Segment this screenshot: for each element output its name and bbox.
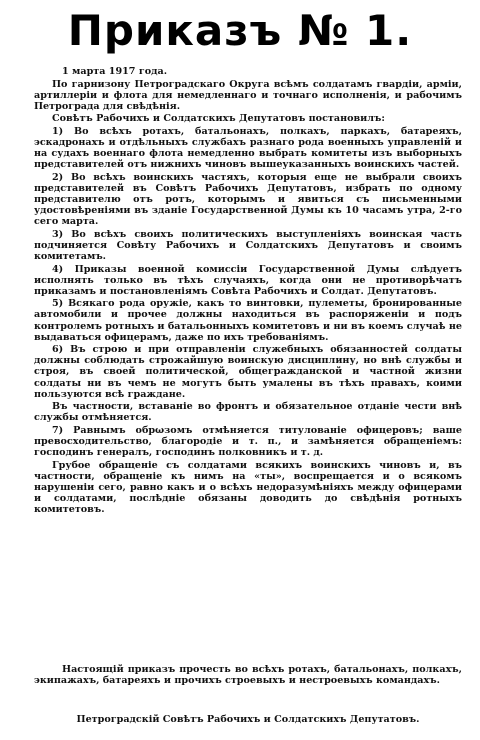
- paragraph-resolution: Совѣтъ Рабочихъ и Солдатскихъ Депутатовъ постановилъ:: [52, 113, 385, 125]
- paragraph-item-5: 5) Всякаго рода оружіе, какъ то винтовки, пулеметы, бронированные автомобили и прочее должны находиться въ распоряженіи и подъ контролемъ ротныхъ и батальонныхъ комитетовъ и ни въ коемъ случаѣ не выдаваться офицерамъ, даже по ихъ требованіямъ.: [34, 298, 462, 343]
- document-body: [34, 66, 462, 515]
- paragraph-item-3: 3) Во всѣхъ своихъ политическихъ выступленіяхъ воинская часть подчиняется Совѣту Рабочихъ и Солдатскихъ Депутатовъ и своимъ комитетамъ.: [34, 228, 462, 262]
- closing-paragraph: Настоящій приказъ прочесть во всѣхъ ротахъ, батальонахъ, полкахъ, экипажахъ, батареяхъ и прочихъ строевыхъ и нестроевыхъ командахъ.: [34, 664, 462, 687]
- date-line: 1 марта 1917 года.: [62, 66, 168, 77]
- paragraph-item-6: 6) Въ строю и при отправленіи служебныхъ обязанностей солдаты должны соблюдать строжайшую воинскую дисциплину, но внѣ службы и строя, въ своей политической, общегражданской и частной жизни солдаты ни въ чемъ не могутъ быть умалены въ тѣхъ правахъ, коими пользуются всѣ граждане.: [34, 344, 462, 400]
- paragraph-item-1: 1) Во всѣхъ ротахъ, батальонахъ, полкахъ, паркахъ, батареяхъ, эскадронахъ и отдѣльныхъ службахъ разнаго рода военныхъ управленій и на судахъ военнаго флота немедленно выбрать комитеты изъ выборныхъ представителей отъ нижнихъ чиновъ вышеуказанныхъ воинскихъ частей.: [34, 125, 462, 171]
- paragraph-item-4: 4) Приказы военной комиссіи Государственной Думы слѣдуетъ исполнять только въ тѣхъ случаяхъ, когда они не противорѣчатъ приказамъ и постановленіямъ Совѣта Рабочихъ и Солдат. Депутатовъ.: [34, 263, 462, 297]
- paragraph-intro: По гарнизону Петроградскаго Округа всѣмъ солдатамъ гвардіи, арміи, артиллеріи и флота для немедленнаго и точнаго исполненія, и рабочимъ Петрограда для свѣдѣнія.: [34, 78, 462, 112]
- paragraph-item-7: 7) Равнымъ обрωзомъ отмѣняется титулованіе офицеровъ; ваше превосходительство, благородіе и т. п., и замѣняется обращеніемъ: господинъ генералъ, господинъ полковникъ и т. д.: [34, 424, 462, 459]
- closing-block: [34, 664, 462, 686]
- paragraph-item-2: 2) Во всѣхъ воинскихъ частяхъ, которыя еще не выбрали своихъ представителей въ Совѣтъ Рабочихъ Депутатовъ, избрать по одному представителю отъ ротъ, которымъ и явиться съ письменными удостовѣреніями въ зданіе Государственной Думы къ 10 часамъ утра, 2-го сего марта.: [34, 171, 462, 228]
- document-title: Приказъ № 1.: [67, 6, 413, 55]
- paragraph-item-6-note: Въ частности, вставаніе во фронтъ и обязательное отданіе чести внѣ службы отмѣняется.: [34, 401, 462, 424]
- signature-line: Петроградскій Совѣтъ Рабочихъ и Солдатскихъ Депутатовъ.: [76, 714, 420, 725]
- paragraph-item-7-note: Грубое обращеніе съ солдатами всякихъ воинскихъ чиновъ и, въ частности, обращеніе къ нимъ на «ты», воспрещается и о всякомъ нарушеніи сего, равно какъ и о всѣхъ недоразумѣніяхъ между офицерами и солдатами, послѣдніе обязаны доводить до свѣдѣнія ротныхъ комитетовъ.: [34, 459, 462, 516]
